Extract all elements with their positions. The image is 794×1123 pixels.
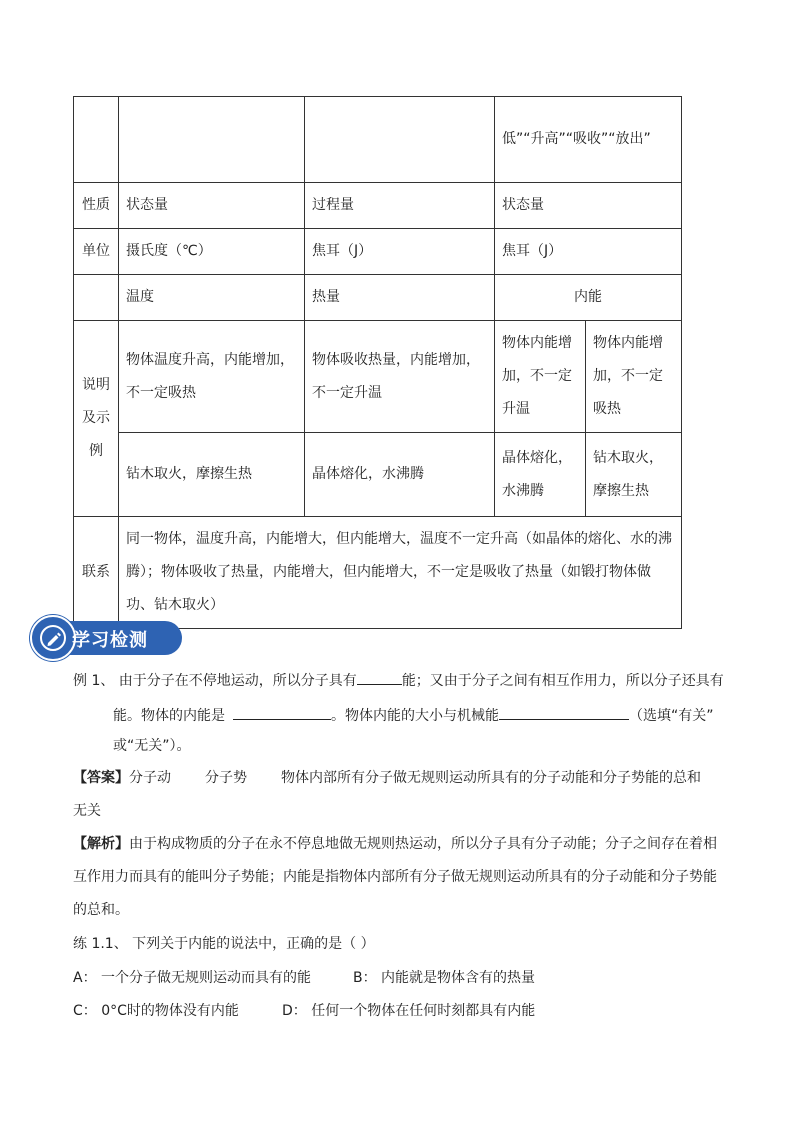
table-row xyxy=(74,433,682,517)
table-row xyxy=(74,229,682,275)
row-header: 联系 xyxy=(74,517,119,629)
table-cell: 物体内能增加，不一定吸热 xyxy=(586,321,682,433)
table-cell: 钻木取火，摩擦生热 xyxy=(586,433,682,517)
table-cell: 内能 xyxy=(495,275,682,321)
comparison-table xyxy=(73,96,682,629)
analysis-line: 互作用力而具有的能叫分子势能；内能是指物体内部所有分子做无规则运动所具有的分子动能和分子势能 xyxy=(73,869,717,885)
section-banner xyxy=(30,615,182,659)
table-row xyxy=(74,97,682,183)
table-cell: 钻木取火，摩擦生热 xyxy=(119,433,305,517)
table-cell xyxy=(305,97,495,183)
option-a: A： 一个分子做无规则运动而具有的能 xyxy=(73,970,312,986)
table-row xyxy=(74,321,682,433)
table-cell: 状态量 xyxy=(495,183,682,229)
analysis-line: 【解析】由于构成物质的分子在永不停息地做无规则热运动，所以分子具有分子动能；分子之间存在着相 xyxy=(73,836,717,852)
table-row xyxy=(74,275,682,321)
option-d: D： 任何一个物体在任何时刻都具有内能 xyxy=(282,1003,536,1019)
answer-line: 无关 xyxy=(73,803,101,819)
table-cell: 物体温度升高，内能增加，不一定吸热 xyxy=(119,321,305,433)
section-title: 学习检测 xyxy=(72,630,148,651)
table-cell xyxy=(74,97,119,183)
example-question: 能。物体的内能是 。物体内能的大小与机械能 （选填“有关” xyxy=(113,703,714,726)
table-cell: 同一物体，温度升高，内能增大，但内能增大，温度不一定升高（如晶体的熔化、水的沸腾）；物体吸收了热量，内能增大，但内能增大，不一定是吸收了热量（如锻打物体做功、钻木取火） xyxy=(119,517,682,629)
answer-blank[interactable] xyxy=(357,668,402,685)
table-cell: 状态量 xyxy=(119,183,305,229)
answer-tag: 【答案】 xyxy=(73,770,129,786)
table-cell: 低”“升高”“吸收”“放出” xyxy=(495,97,682,183)
table-cell: 热量 xyxy=(305,275,495,321)
table-cell: 焦耳（J） xyxy=(305,229,495,275)
row-header: 说明及示例 xyxy=(74,321,119,517)
pencil-icon xyxy=(30,615,76,661)
analysis-line: 的总和。 xyxy=(73,902,129,918)
option-b: B： 内能就是物体含有的热量 xyxy=(353,970,536,986)
table-cell: 物体内能增加，不一定升温 xyxy=(495,321,586,433)
table-cell: 温度 xyxy=(119,275,305,321)
table-cell: 晶体熔化，水沸腾 xyxy=(495,433,586,517)
table-cell xyxy=(74,275,119,321)
option-c: C： 0°C时的物体没有内能 xyxy=(73,1003,239,1019)
table-row xyxy=(74,183,682,229)
table-cell: 晶体熔化，水沸腾 xyxy=(305,433,495,517)
row-header: 单位 xyxy=(74,229,119,275)
table-row xyxy=(74,517,682,629)
answer-blank[interactable] xyxy=(499,703,629,720)
answer-line: 【答案】分子动 分子势 物体内部所有分子做无规则运动所具有的分子动能和分子势能的总和 xyxy=(73,770,701,786)
table-cell xyxy=(119,97,305,183)
practice-question: 练 1.1、 下列关于内能的说法中，正确的是（ ） xyxy=(73,936,375,952)
table-cell: 焦耳（J） xyxy=(495,229,682,275)
answer-blank[interactable] xyxy=(233,703,331,720)
table-cell: 过程量 xyxy=(305,183,495,229)
row-header: 性质 xyxy=(74,183,119,229)
table-cell: 物体吸收热量，内能增加，不一定升温 xyxy=(305,321,495,433)
analysis-tag: 【解析】 xyxy=(73,836,129,852)
example-question: 例 1、 由于分子在不停地运动，所以分子具有 能；又由于分子之间有相互作用力，所以分子还具有 xyxy=(73,668,724,691)
example-question: 或“无关”）。 xyxy=(113,738,191,754)
table-cell: 摄氏度（℃） xyxy=(119,229,305,275)
